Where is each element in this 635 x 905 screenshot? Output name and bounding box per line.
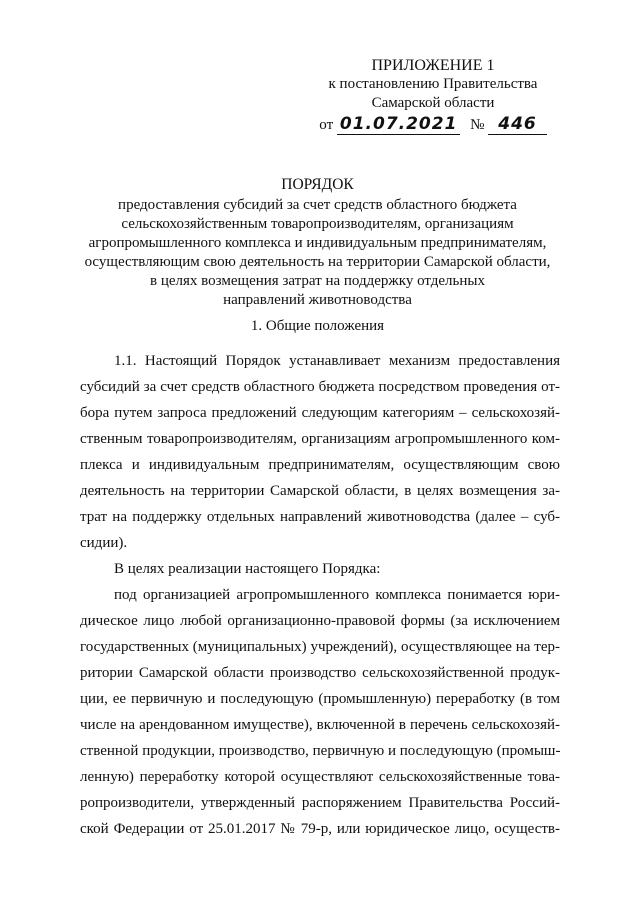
handwritten-date: 01.07.2021 <box>337 114 461 135</box>
body-line: ственным товаропроизводителям, организациям агропромышленного ком- <box>80 431 560 447</box>
appendix-block <box>318 56 548 134</box>
body-line: плекса и индивидуальным предпринимателям, осуществляющим свою <box>80 457 560 473</box>
body-line: ритории Самарской области производство сельскохозяйственной продук- <box>80 665 560 681</box>
body-line: ции, ее первичную и последующую (промышленную) переработку (в том <box>80 691 560 707</box>
handwritten-number: 446 <box>488 114 547 135</box>
number-prefix: № <box>470 117 485 133</box>
body-line: числе на арендованном имуществе), включенной в перечень сельскохозяй- <box>80 717 560 733</box>
body-line: дическое лицо любой организационно-правовой формы (за исключением <box>80 613 560 629</box>
document-title: ПОРЯДОК <box>281 176 354 193</box>
appendix-line-2: Самарской области <box>371 95 495 111</box>
subtitle-line: осуществляющим свою деятельность на территории Самарской области, <box>84 254 551 270</box>
document-subtitle <box>40 196 595 310</box>
body-line: деятельность на территории Самарской области, в целях возмещения за- <box>80 483 560 499</box>
subtitle-line: в целях возмещения затрат на поддержку отдельных <box>150 273 485 289</box>
body-line: 1.1. Настоящий Порядок устанавливает механизм предоставления <box>114 353 560 369</box>
subtitle-line: агропромышленного комплекса и индивидуальным предпринимателям, <box>88 235 547 251</box>
subtitle-line: направлений животноводства <box>223 292 412 308</box>
body-line: ленную) переработку которой осуществляют сельскохозяйственные това- <box>80 769 560 785</box>
body-line: субсидий за счет средств областного бюджета посредством проведения от- <box>80 379 560 395</box>
body-line: сидии). <box>80 535 128 551</box>
appendix-line-1: к постановлению Правительства <box>328 76 538 92</box>
body-line: В целях реализации настоящего Порядка: <box>114 561 381 577</box>
body-line: под организацией агропромышленного комплекса понимается юри- <box>114 587 560 603</box>
body-line: ропроизводители, утвержденный распоряжением Правительства Россий- <box>80 795 560 811</box>
date-prefix: от <box>319 117 334 133</box>
appendix-title: ПРИЛОЖЕНИЕ 1 <box>371 57 495 74</box>
body-line: государственных (муниципальных) учреждений), осуществляющее на тер- <box>80 639 560 655</box>
appendix-date-line <box>318 115 548 134</box>
body-line: трат на поддержку отдельных направлений животноводства (далее – суб- <box>80 509 560 525</box>
subtitle-line: сельскохозяйственным товаропроизводителям, организациям <box>121 216 514 232</box>
body-line: ской Федерации от 25.01.2017 № 79-р, или юридическое лицо, осуществ- <box>80 821 560 837</box>
body-text <box>80 348 560 842</box>
subtitle-line: предоставления субсидий за счет средств областного бюджета <box>118 197 517 213</box>
section-heading: 1. Общие положения <box>250 318 385 334</box>
body-line: ственной продукции, производство, первичную и последующую (промыш- <box>80 743 561 759</box>
body-line: бора путем запроса предложений следующим категориям – сельскохозяй- <box>80 405 560 421</box>
